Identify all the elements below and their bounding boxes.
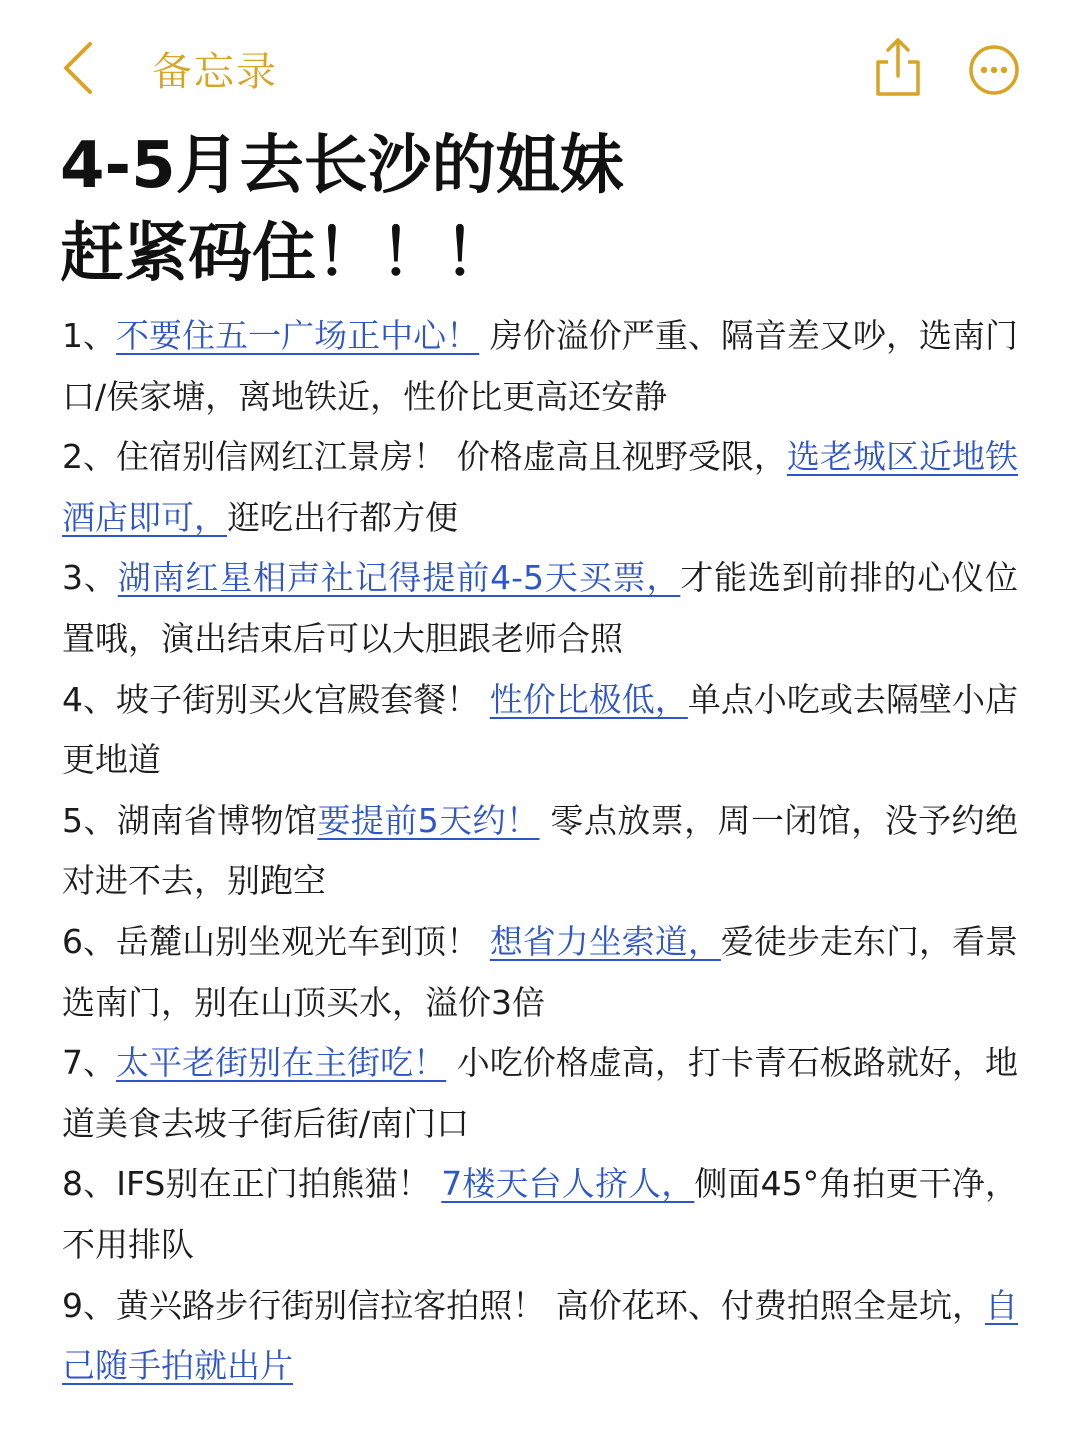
note-title-line-2: 赶紧码住！！！	[60, 217, 508, 291]
item-text: 爱徒步走东门，看景选南门，别在山顶买水，溢价3倍	[62, 921, 1018, 1022]
item-link[interactable]: 7楼天台人挤人，	[441, 1164, 695, 1204]
list-item	[62, 912, 1018, 1033]
list-item	[62, 670, 1018, 791]
item-link[interactable]: 要提前5天约！	[317, 800, 540, 840]
item-text: 6、岳麓山别坐观光车到顶！	[62, 921, 490, 961]
item-text: 4、坡子街别买火宫殿套餐！	[62, 679, 490, 719]
list-item	[62, 791, 1018, 912]
more-icon	[968, 81, 1020, 100]
item-link[interactable]: 想省力坐索道，	[489, 921, 721, 961]
item-text: 才能选到前排的心仪位置哦，演出结束后可以大胆跟老师合照	[62, 558, 1019, 658]
item-link[interactable]: 湖南红星相声社记得提前4-5天买票，	[117, 558, 681, 598]
list-item	[62, 427, 1018, 548]
item-text: 小吃价格虚高，打卡青石板路就好，地道美食去坡子街后街/南门口	[62, 1043, 1019, 1143]
item-text: 零点放票，周一闭馆，没予约绝对进不去，别跑空	[62, 800, 1018, 901]
item-link[interactable]: 自己随手拍就出片	[62, 1285, 1018, 1386]
list-item	[62, 1276, 1018, 1397]
item-link[interactable]: 性价比极低，	[489, 679, 688, 719]
share-button[interactable]	[868, 36, 928, 100]
note-title	[60, 122, 1020, 298]
item-text: 单点小吃或去隔壁小店更地道	[62, 679, 1018, 780]
item-text: 8、IFS别在正门拍熊猫！	[62, 1164, 442, 1204]
navigation-bar	[0, 0, 1080, 130]
item-text: 3、	[62, 558, 118, 598]
item-text: 7、	[62, 1043, 117, 1083]
item-text: 5、湖南省博物馆	[62, 800, 318, 840]
item-link[interactable]: 不要住五一广场正中心！	[116, 316, 480, 355]
item-text: 1、	[62, 316, 117, 355]
list-item	[62, 306, 1018, 427]
item-text: 房价溢价严重、隔音差又吵，选南门口/侯家塘，离地铁近，性价比更高还安静	[62, 316, 1019, 416]
list-item	[62, 1154, 1018, 1275]
item-text: 逛吃出行都方便	[227, 497, 458, 537]
back-label: 备忘录	[152, 48, 278, 95]
item-text: 侧面45°角拍更干净，不用排队	[62, 1164, 1018, 1264]
item-link[interactable]: 选老城区近地铁酒店即可，	[62, 437, 1018, 537]
more-button[interactable]	[968, 44, 1020, 96]
back-button[interactable]	[60, 36, 278, 100]
note-body[interactable]	[62, 306, 1018, 1397]
item-text: 9、黄兴路步行街别信拉客拍照！ 高价花环、付费拍照全是坑，	[62, 1285, 985, 1325]
item-text: 2、住宿别信网红江景房！ 价格虚高且视野受限，	[62, 437, 787, 477]
item-link[interactable]: 太平老街别在主街吃！	[116, 1043, 447, 1083]
list-item	[62, 1033, 1018, 1154]
list-item	[62, 548, 1018, 669]
note-title-line-1: 4-5月去长沙的姐妹	[60, 129, 624, 203]
share-icon	[868, 85, 928, 104]
chevron-left-icon	[60, 40, 96, 96]
